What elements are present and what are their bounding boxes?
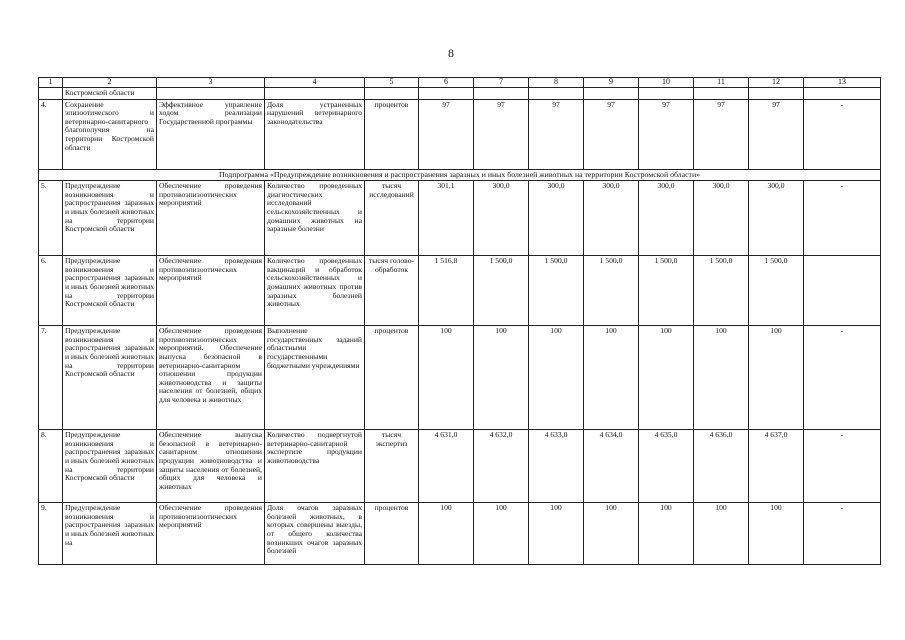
subprogram-row xyxy=(39,169,881,181)
value-cell: 100 xyxy=(419,326,474,430)
unit-cell: процентов xyxy=(365,503,419,565)
row-number: 7. xyxy=(39,326,63,430)
value-cell: 4 636,0 xyxy=(694,430,749,503)
value-cell: 100 xyxy=(474,326,529,430)
value-cell: 1 500,0 xyxy=(584,256,639,326)
task-cell: Предупреждение возникновения и распространения заразных и иных болезней животных на xyxy=(63,503,157,565)
table-row xyxy=(39,99,881,169)
unit-cell: тысяч голово-обработок xyxy=(365,256,419,326)
task-cell: Предупреждение возникновения и распространения заразных и иных болезней животных на территории Костромской области xyxy=(63,326,157,430)
header-cell: 4 xyxy=(265,78,365,88)
value-cell: 300,0 xyxy=(474,181,529,256)
table-row xyxy=(39,430,881,503)
indicator-cell: Количество проведенных диагностических исследований сельскохозяйственных и домашних животных на заразные болезни xyxy=(265,181,365,256)
value-cell: 1 500,0 xyxy=(694,256,749,326)
value-cell: 97 xyxy=(694,99,749,169)
note-cell: - xyxy=(804,326,881,430)
indicator-cell: Доля устраненных нарушений ветеринарного законодательства xyxy=(265,99,365,169)
value-cell: 100 xyxy=(639,326,694,430)
table-row xyxy=(39,503,881,565)
value-cell: 97 xyxy=(584,99,639,169)
value-cell: 100 xyxy=(749,503,804,565)
header-cell: 9 xyxy=(584,78,639,88)
value-cell: 97 xyxy=(474,99,529,169)
value-cell: 301,1 xyxy=(419,181,474,256)
value-cell: 1 500,0 xyxy=(639,256,694,326)
row-number: 9. xyxy=(39,503,63,565)
value-cell: 97 xyxy=(749,99,804,169)
value-cell: 100 xyxy=(694,326,749,430)
header-cell: 10 xyxy=(639,78,694,88)
note-cell: - xyxy=(804,181,881,256)
unit-cell: процентов xyxy=(365,326,419,430)
indicator-cell: Выполнение государственных заданий областными государственными бюджетными учреждениями xyxy=(265,326,365,430)
value-cell: 300,0 xyxy=(694,181,749,256)
indicator-cell: Количество подвергнутой ветеринарно-санитарной экспертизе продукции животноводства xyxy=(265,430,365,503)
header-cell: 1 xyxy=(39,78,63,88)
header-cell: 12 xyxy=(749,78,804,88)
indicator-cell: Доля очагов заразных болезней животных, в которых совершены выезды, от общего количества возникших очагов заразных болезней xyxy=(265,503,365,565)
task-cell: Предупреждение возникновения и распространения заразных и иных болезней животных на территории Костромской области xyxy=(63,430,157,503)
value-cell: 100 xyxy=(639,503,694,565)
value-cell: 4 633,0 xyxy=(529,430,584,503)
header-cell: 6 xyxy=(419,78,474,88)
note-cell: - xyxy=(804,99,881,169)
header-cell: 7 xyxy=(474,78,529,88)
continuation-row xyxy=(39,88,881,100)
measure-cell: Обеспечение проведения противоэпизоотических мероприятий xyxy=(157,181,265,256)
header-cell: 2 xyxy=(63,78,157,88)
measure-cell: Эффективное управление ходом реализации Государственной программы xyxy=(157,99,265,169)
note-cell: - xyxy=(804,503,881,565)
measure-cell: Обеспечение проведения противоэпизоотических мероприятий xyxy=(157,503,265,565)
task-cell: Сохранение эпизоотического и ветеринарно-санитарного благополучия на территории Костромской области xyxy=(63,99,157,169)
header-cell: 11 xyxy=(694,78,749,88)
value-cell: 100 xyxy=(749,326,804,430)
value-cell: 100 xyxy=(584,326,639,430)
value-cell: 100 xyxy=(584,503,639,565)
header-cell: 3 xyxy=(157,78,265,88)
header-cell: 8 xyxy=(529,78,584,88)
value-cell: 100 xyxy=(474,503,529,565)
value-cell: 100 xyxy=(419,503,474,565)
value-cell: 4 631,0 xyxy=(419,430,474,503)
task-cell: Предупреждение возникновения и распространения заразных и иных болезней животных на территории Костромской области xyxy=(63,181,157,256)
unit-cell: тысяч экспертиз xyxy=(365,430,419,503)
value-cell: 300,0 xyxy=(584,181,639,256)
indicators-table xyxy=(38,77,881,565)
value-cell: 1 500,0 xyxy=(529,256,584,326)
page-number: 8 xyxy=(448,46,454,60)
value-cell: 100 xyxy=(529,326,584,430)
header-cell: 5 xyxy=(365,78,419,88)
header-row xyxy=(39,78,881,88)
unit-cell: тысяч исследований xyxy=(365,181,419,256)
measure-cell: Обеспечение выпуска безопасной в ветеринарно-санитарном отношении продукции животноводства и защиты населения от болезней, общих для человека и животных xyxy=(157,430,265,503)
row-number: 6. xyxy=(39,256,63,326)
measure-cell: Обеспечение проведения противоэпизоотических мероприятий. Обеспечение выпуска безопасной в ветеринарно-санитарном отношении продукции животноводства и защиты населения от болезней, общих для человека и животных xyxy=(157,326,265,430)
value-cell: 4 632,0 xyxy=(474,430,529,503)
value-cell: 4 637,0 xyxy=(749,430,804,503)
value-cell: 300,0 xyxy=(749,181,804,256)
table-row xyxy=(39,256,881,326)
row-number: 4. xyxy=(39,99,63,169)
subprogram-title: Подпрограмма «Предупреждение возникновения и распространения заразных и иных болезней животных на территории Костромской области» xyxy=(39,169,881,181)
unit-cell: процентов xyxy=(365,99,419,169)
value-cell: 100 xyxy=(529,503,584,565)
value-cell: 97 xyxy=(419,99,474,169)
value-cell: 4 635,0 xyxy=(639,430,694,503)
note-cell: - xyxy=(804,430,881,503)
row-number: 5. xyxy=(39,181,63,256)
region-cell: Костромской области xyxy=(63,88,157,100)
header-cell: 13 xyxy=(804,78,881,88)
task-cell: Предупреждение возникновения и распространения заразных и иных болезней животных на территории Костромской области xyxy=(63,256,157,326)
note-cell xyxy=(804,256,881,326)
value-cell: 1 500,0 xyxy=(749,256,804,326)
value-cell: 1 516,8 xyxy=(419,256,474,326)
value-cell: 4 634,0 xyxy=(584,430,639,503)
value-cell: 100 xyxy=(694,503,749,565)
row-number: 8. xyxy=(39,430,63,503)
value-cell: 97 xyxy=(529,99,584,169)
value-cell: 300,0 xyxy=(639,181,694,256)
table-row xyxy=(39,181,881,256)
value-cell: 300,0 xyxy=(529,181,584,256)
indicator-cell: Количество проведенных вакцинаций и обработок сельскохозяйственных и домашних животных против заразных болезней животных xyxy=(265,256,365,326)
measure-cell: Обеспечение проведения противоэпизоотических мероприятий xyxy=(157,256,265,326)
value-cell: 97 xyxy=(639,99,694,169)
value-cell: 1 500,0 xyxy=(474,256,529,326)
table-row xyxy=(39,326,881,430)
